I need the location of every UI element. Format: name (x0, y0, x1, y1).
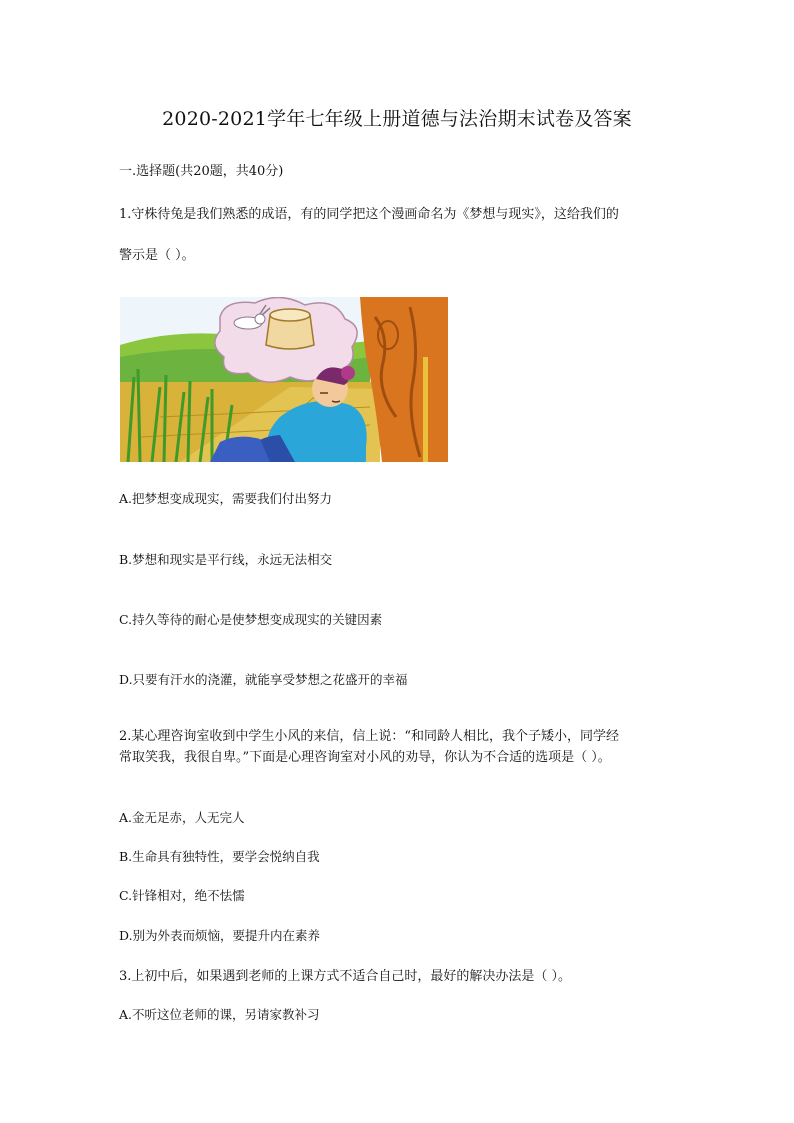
cartoon-rabbit-tree-stump-icon (120, 297, 448, 462)
question-1-stem-line-1: 1.守株待兔是我们熟悉的成语，有的同学把这个漫画命名为《梦想与现实》，这给我们的 (119, 207, 619, 222)
question-2-stem-line-1: 2.某心理咨询室收到中学生小风的来信，信上说：“和同龄人相比，我个子矮小，同学经 (119, 729, 620, 744)
question-1-option-b: B.梦想和现实是平行线，永远无法相交 (119, 552, 333, 567)
question-3-stem-line-1: 3.上初中后，如果遇到老师的上课方式不适合自己时，最好的解决办法是（ ）。 (119, 969, 572, 984)
question-2-stem-line-2: 常取笑我，我很自卑。”下面是心理咨询室对小风的劝导，你认为不合适的选项是（ ）。 (119, 750, 611, 765)
question-2-option-b: B.生命具有独特性，要学会悦纳自我 (119, 849, 320, 864)
question-2-option-c: C.针锋相对，绝不怯懦 (119, 888, 245, 903)
document-title: 2020-2021学年七年级上册道德与法治期末试卷及答案 (162, 108, 632, 130)
question-3-option-a: A.不听这位老师的课，另请家教补习 (119, 1007, 320, 1022)
question-1-option-d: D.只要有汗水的浇灌，就能享受梦想之花盛开的幸福 (119, 672, 408, 687)
question-2-option-d: D.别为外表而烦恼，要提升内在素养 (119, 928, 321, 943)
question-1-option-c: C.持久等待的耐心是使梦想变成现实的关键因素 (119, 612, 383, 627)
question-2-option-a: A.金无足赤，人无完人 (119, 810, 245, 825)
question-1-option-a: A.把梦想变成现实，需要我们付出努力 (119, 491, 333, 506)
section-heading: 一.选择题(共20题，共40分) (119, 164, 284, 179)
question-1-cartoon-illustration (120, 297, 448, 462)
question-1-stem-line-2: 警示是（ ）。 (119, 248, 195, 263)
